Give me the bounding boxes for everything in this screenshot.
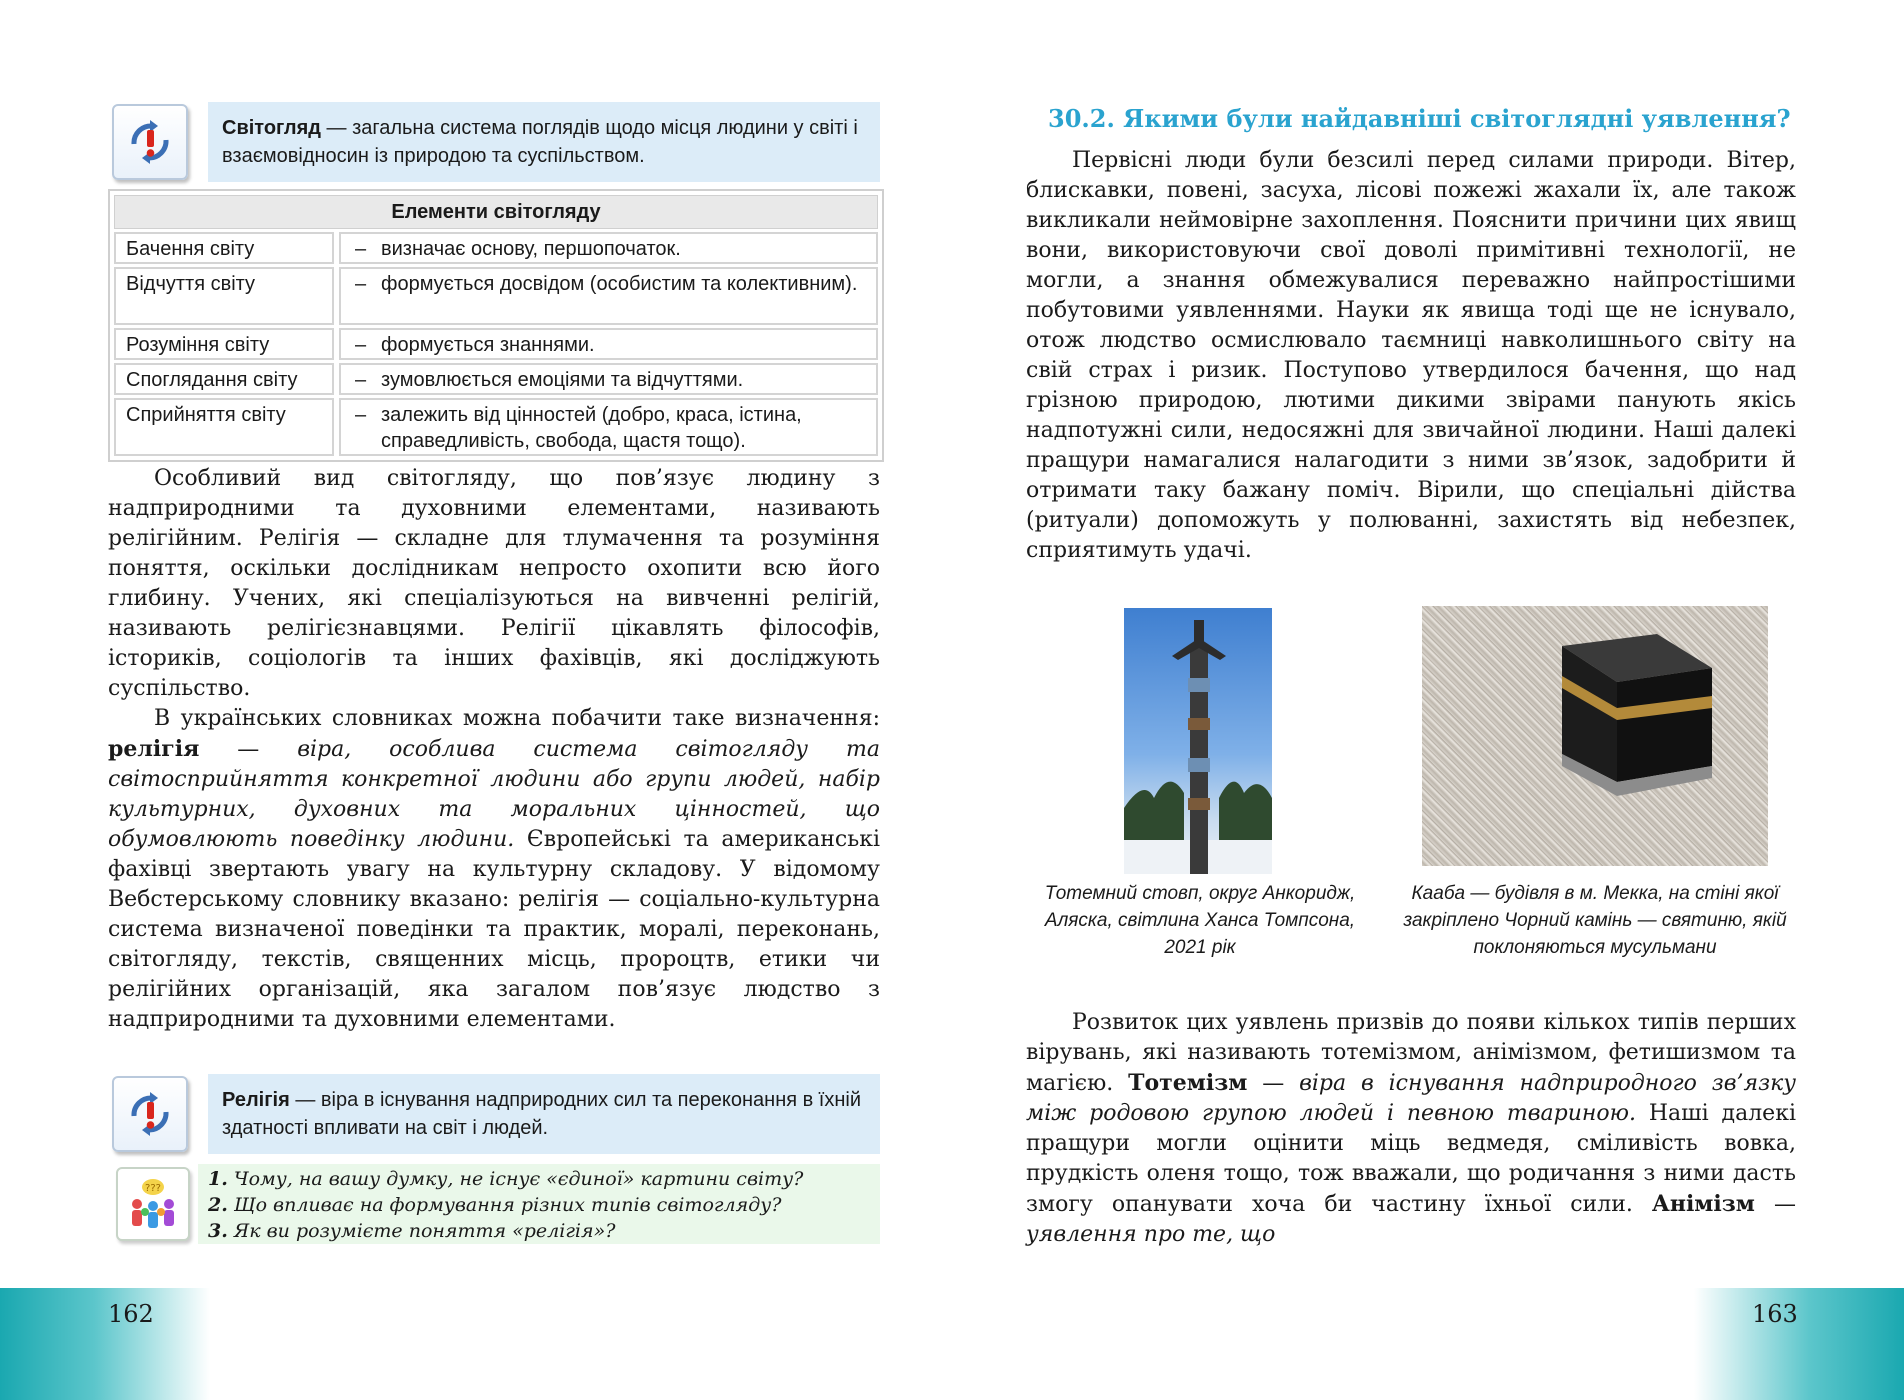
paragraph: Особливий вид світогляду, що пов’язує людину з надприродними та духовними елементами, називають релігійним. Релігія — складне для тлумачення та розуміння поняття, оскільки дослідникам непросто охопити всю його глибину. Учених, які спеціалізуються на вивченні релігій, називають релігієзнавцями. Релігії цікавлять філософів, істориків, соціологів та інших фахівців, які досліджують суспільство.	[108, 466, 880, 701]
table-dash: –	[355, 404, 367, 426]
footer-band-right	[1694, 1288, 1904, 1400]
paragraph: Первісні люди були безсилі перед силами природи. Вітер, блискавки, повені, засуха, лісові пожежі жахали їх, але також викликали неймовірне захоплення. Пояснити причини цих явищ вони, використовуючи свої доволі примітивні технології, не могли, а знання обмежувалися переважно найпростішими побутовими уявленнями. Науки як явища тоді ще не існувало, отож людство осмислювало таємниці навколишнього світу на свій страх і ризик. Поступово утвердилося бачення, що над грізною природою, лютими дикими звірами панують якісь надпотужні сили, недосяжні для звичайної людини. Наші далекі пращури намагалися налагодити з ними зв’язок, задобрити й отримати таку бажану поміч. Вірили, що спеціальні дійства (ритуали) допоможуть у полюванні, захистять від небезпек, сприятимуть удачі.	[1026, 148, 1796, 563]
question-number: 2.	[208, 1194, 228, 1216]
table-term: Споглядання світу	[114, 363, 334, 395]
caption-totem: Тотемний стовп, округ Анкоридж, Аляска, світлина Ханса Томпсона, 2021 рік	[1044, 883, 1356, 958]
question-text: Що впливає на формування різних типів світогляду?	[227, 1194, 782, 1216]
italic-definition: уявлення про те, що	[1026, 1222, 1276, 1247]
definition-body: — загальна система поглядів щодо місця людини у світі і взаємовідносин із природою та суспільством.	[222, 117, 858, 167]
table-desc: зумовлюється емоціями та відчуттями.	[381, 369, 744, 391]
italic-definition: віра в існування надприродного зв’язку між родовою групою людей і певною твариною.	[1026, 1071, 1796, 1126]
definition-body: — віра в існування надприродних сил та переконання в їхній здатності впливати на світ і людей.	[222, 1089, 862, 1139]
table-dash: –	[355, 369, 367, 391]
paragraph	[1026, 1008, 1796, 1250]
question-number: 3.	[208, 1220, 228, 1242]
table-desc: формується досвідом (особистим та колективним).	[381, 273, 858, 295]
page-number-left: 162	[108, 1300, 154, 1328]
svg-text:???: ???	[145, 1183, 161, 1194]
text-span: Європейські та американські фахівці звертають увагу на культурну складову. У відомому Вебстерському словнику вказано: релігія — соціально-культурна система визначеної поведінки та практик, моралі, переконань, світогляду, текстів, священних місць, пророцтв, етики чи релігійних організацій, яка загалом пов’язує людство з надприродними та духовними елементами.	[108, 827, 881, 1032]
table-desc: визначає основу, першопочаток.	[381, 238, 681, 260]
kaaba-photo	[1422, 606, 1768, 866]
table-title: Елементи світогляду	[114, 195, 878, 229]
table-dash: –	[355, 273, 367, 295]
text-span: —	[1247, 1071, 1300, 1096]
table-desc: формується знаннями.	[381, 334, 595, 356]
table-term: Сприйняття світу	[114, 398, 334, 456]
definition-term: Релігія	[222, 1089, 290, 1111]
question-text: Чому, на вашу думку, не існує «єдиної» картини світу?	[227, 1168, 804, 1190]
definition-term: Світогляд	[222, 117, 321, 139]
term-religion: релігія	[108, 736, 200, 762]
text-span: —	[1754, 1192, 1796, 1217]
table-term: Відчуття світу	[114, 267, 334, 325]
section-heading: 30.2. Якими були найдавніші світоглядні уявлення?	[1048, 104, 1791, 133]
term-animism: Анімізм	[1651, 1191, 1755, 1217]
table-dash: –	[355, 238, 367, 260]
text-span: Наші далекі пращури могли оцінити міць ведмедя, сміливість вовка, прудкість оленя тощо, тож вважали, що родичання з ними дасть змогу опанувати хоча би частину їхньої сили.	[1026, 1101, 1796, 1217]
totem-photo	[1124, 608, 1272, 874]
question-number: 1.	[208, 1168, 228, 1190]
table-desc: залежить від цінностей (добро, краса, істина, справедливість, свобода, щастя тощо).	[381, 404, 802, 452]
text-span: —	[199, 737, 298, 762]
term-totemism: Тотемізм	[1128, 1070, 1248, 1096]
text-span: Розвиток цих уявлень призвів до появи кількох типів перших вірувань, які називають тотемізмом, анімізмом, фетишизмом та магією.	[1026, 1010, 1796, 1096]
table-term: Розуміння світу	[114, 328, 334, 360]
page-number-right: 163	[1752, 1300, 1798, 1328]
table-dash: –	[355, 334, 367, 356]
right-body-text-top	[1026, 146, 1796, 566]
right-body-text-bottom	[1026, 1008, 1796, 1250]
question-text: Як ви розумієте поняття «релігія»?	[227, 1220, 616, 1242]
italic-definition: віра, особлива система світогляду та світосприйняття конкретної людини або групи людей, набір культурних, духовних та моральних цінностей, що обумовлюють поведінку людини.	[108, 737, 880, 852]
text-span: В українських словниках можна побачити таке визначення:	[154, 706, 880, 731]
caption-kaaba: Кааба — будівля в м. Мекка, на стіні якої закріплено Чорний камінь — святиню, якій поклоняються мусульмани	[1403, 883, 1787, 958]
table-term: Бачення світу	[114, 232, 334, 264]
